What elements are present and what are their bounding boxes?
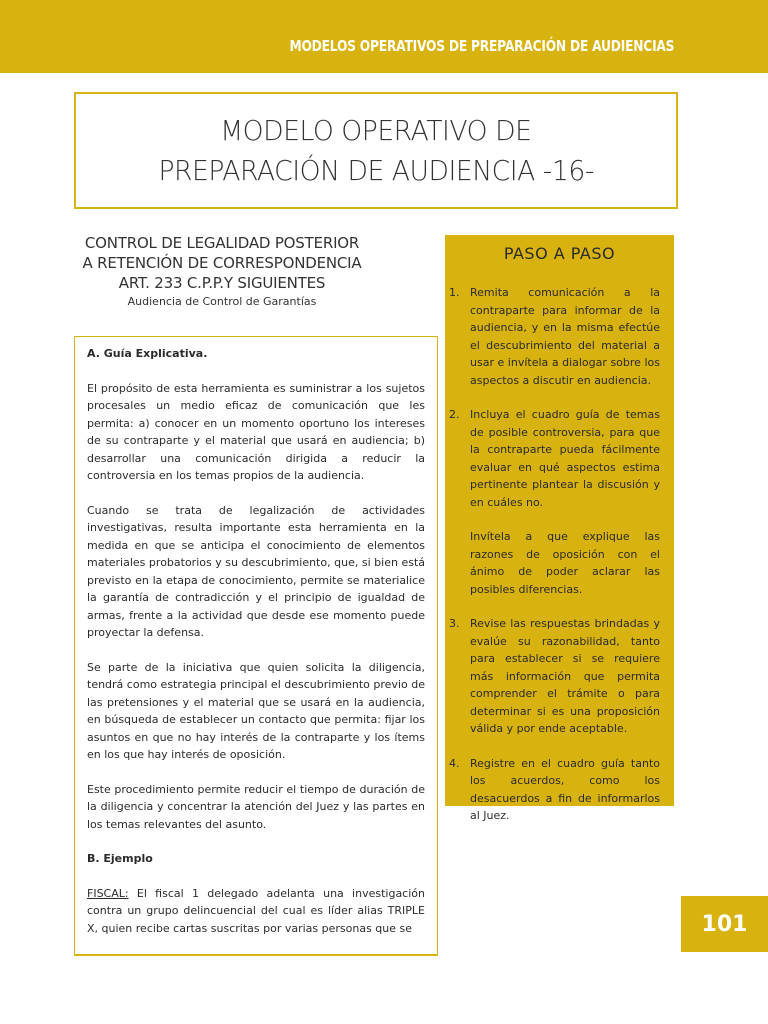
step-number: 3. bbox=[449, 617, 460, 630]
step-by-step-panel bbox=[445, 235, 674, 822]
section-heading-a: A. Guía Explicativa. bbox=[87, 347, 208, 360]
paragraph-4: Este procedimiento permite reducir el tiempo de duración de la diligencia y concentrar la atención del Juez y las partes en los temas relevantes del asunto. bbox=[87, 782, 425, 831]
subtitle-block bbox=[74, 233, 370, 310]
step-text: Incluya el cuadro guía de temas de posible controversia, para que la contraparte pueda fácilmente evaluar en qué aspectos estima pertinente plantear la discusión y en cuáles no. bbox=[470, 408, 660, 509]
list-item bbox=[445, 406, 674, 598]
side-panel-title: PASO A PASO bbox=[503, 244, 616, 263]
step-text: Registre en el cuadro guía tanto los acuerdos, como los desacuerdos a fin de informarlos al Juez. bbox=[470, 756, 660, 822]
step-text: Remita comunicación a la contraparte para informar de la audiencia, y en la misma efectúe el descubrimiento del material a usar e invítela a dialogar sobre los aspectos a discutir en audiencia. bbox=[470, 286, 660, 387]
list-item bbox=[445, 615, 674, 738]
paragraph-5-text: El fiscal 1 delegado adelanta una investigación contra un grupo delincuencial del cual es líder alias TRIPLE X, quien recibe cartas suscritas por varias personas que se bbox=[87, 886, 425, 935]
step-extra-text: Invítela a que explique las razones de oposición con el ánimo de poder aclarar las posibles diferencias. bbox=[470, 530, 660, 596]
title-box bbox=[74, 92, 678, 209]
subtitle-line-1: CONTROL DE LEGALIDAD POSTERIOR bbox=[84, 234, 360, 252]
paragraph-3: Se parte de la iniciativa que quien solicita la diligencia, tendrá como estrategia principal el descubrimiento previo de las pretensiones y el material que se usará en la audiencia, en búsqueda de establecer un contacto que permita: fijar los asuntos en que no hay interés de la contraparte y los ítems en los que hay interés de oposición. bbox=[87, 660, 425, 761]
step-text: Revise las respuestas brindadas y evalúe su razonabilidad, tanto para establecer si se requiere más información que permita comprender el trámite o para determinar si es una proposición válida y por ende aceptable. bbox=[470, 617, 660, 735]
step-number: 4. bbox=[449, 756, 460, 770]
step-number: 1. bbox=[449, 286, 460, 299]
section-heading-b: B. Ejemplo bbox=[87, 852, 153, 865]
header-title: MODELOS OPERATIVOS DE PREPARACIÓN DE AUDIENCIAS bbox=[289, 37, 674, 55]
main-text-box bbox=[74, 336, 438, 956]
steps-list bbox=[445, 284, 674, 825]
header-band bbox=[0, 0, 768, 73]
subtitle-line-3: ART. 233 C.P.P.Y SIGUIENTES bbox=[118, 274, 326, 292]
page-title-line-2: PREPARACIÓN DE AUDIENCIA -16- bbox=[158, 153, 594, 187]
page-number: 101 bbox=[681, 896, 768, 952]
list-item bbox=[445, 284, 674, 389]
fiscal-label: FISCAL: bbox=[87, 886, 129, 900]
paragraph-2: Cuando se trata de legalización de actividades investigativas, resulta importante esta herramienta en la medida en que se anticipa el conocimiento de elementos materiales probatorios y su descubrimiento, que, si bien está previsto en la etapa de conocimiento, permite se materialice la garantía de contradicción y el principio de igualdad de armas, frente a la actividad que desde ese momento puede proyectar la defensa. bbox=[87, 503, 425, 639]
subtitle-small: Audiencia de Control de Garantías bbox=[127, 295, 317, 308]
paragraph-1: El propósito de esta herramienta es suministrar a los sujetos procesales un medio eficaz de comunicación que les permita: a) conocer en un momento oportuno los intereses de su contraparte y el material que usará en audiencia; b) desarrollar una comunicación dirigida a reducir la controversia en los temas propios de la audiencia. bbox=[87, 381, 425, 482]
page-title-line-1: MODELO OPERATIVO DE bbox=[220, 113, 532, 147]
subtitle-line-2: A RETENCIÓN DE CORRESPONDENCIA bbox=[82, 254, 362, 272]
paragraph-5 bbox=[87, 885, 425, 938]
list-item bbox=[445, 755, 674, 825]
step-number: 2. bbox=[449, 408, 460, 421]
